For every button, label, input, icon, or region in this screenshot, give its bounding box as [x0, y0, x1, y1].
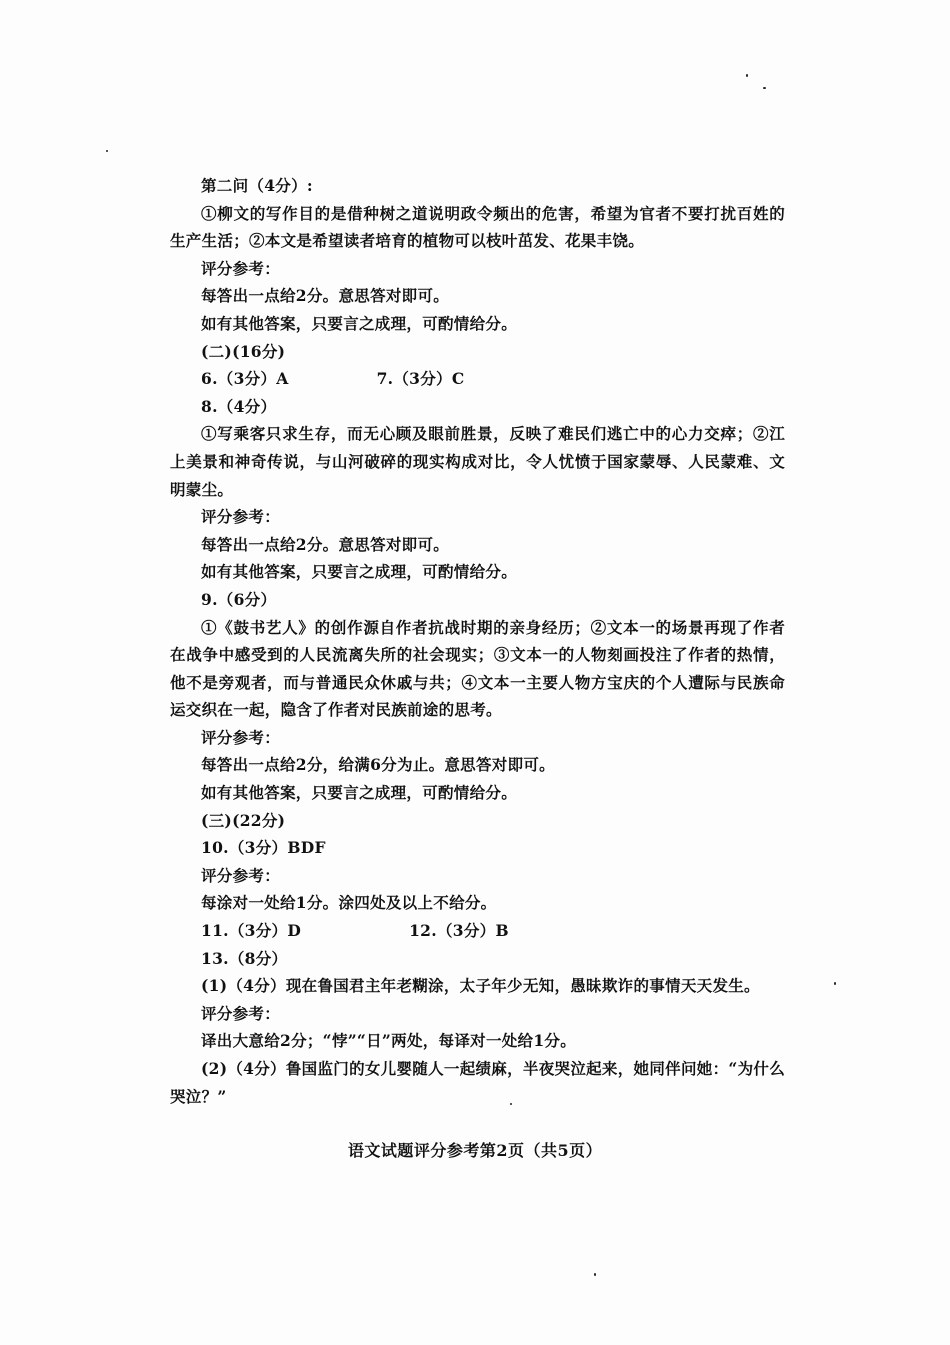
- q7-answer: 7.（3分）C: [376, 369, 465, 389]
- q2-title: 第二问（4分）:: [201, 176, 313, 195]
- q8-answer: ①写乘客只求生存，而无心顾及眼前胜景，反映了难民们逃亡中的心力交瘁；②江上美景和神奇传说，与山河破碎的现实构成对比，令人忧愤于国家蒙辱、人民蒙难、文明蒙尘。: [170, 424, 785, 499]
- q6-answer: 6.（3分）A: [201, 369, 289, 389]
- q13-part2: (2)（4分）鲁国监门的女儿婴随人一起绩麻，半夜哭泣起来，她同伴问她：“为什么哭泣？”: [170, 1059, 785, 1106]
- q13-title: 13.（8分）: [201, 948, 288, 968]
- ref5-a: 译出大意给2分；“悖”“日”两处，每译对一处给1分。: [201, 1031, 577, 1051]
- ref1-label: 评分参考：: [201, 258, 281, 278]
- scan-speck: [106, 150, 108, 152]
- ref4-a: 每涂对一处给1分。涂四处及以上不给分。: [201, 893, 497, 913]
- ref3-b: 如有其他答案，只要言之成理，可酌情给分。: [201, 783, 518, 803]
- ref2-a: 每答出一点给2分。意思答对即可。: [201, 534, 450, 554]
- q11-q12-row: [170, 917, 785, 945]
- scan-speck: [594, 1273, 596, 1276]
- answer-content: [170, 172, 785, 1110]
- scan-speck: [510, 1103, 512, 1105]
- q9-answer: ①《鼓书艺人》的创作源自作者抗战时期的亲身经历；②文本一的场景再现了作者在战争中感受到的人民流离失所的社会现实；③文本一的人物刻画投注了作者的热情，他不是旁观者，而与普通民众休戚与共；④文本一主要人物方宝庆的个人遭际与民族命运交织在一起，隐含了作者对民族前途的思考。: [170, 617, 785, 720]
- scan-speck: [746, 74, 748, 77]
- q8-title: 8.（4分）: [201, 396, 277, 416]
- section-2-title: (二)(16分): [201, 341, 286, 361]
- q13-part1: (1)（4分）现在鲁国君主年老糊涂，太子年少无知，愚昧欺诈的事情天天发生。: [201, 976, 760, 996]
- q11-answer: 11.（3分）D: [201, 921, 302, 941]
- ref3-a: 每答出一点给2分，给满6分为止。意思答对即可。: [201, 755, 555, 775]
- page-footer: 语文试题评分参考第2页（共5页）: [347, 1141, 603, 1160]
- scan-speck: [834, 982, 836, 985]
- ref2-b: 如有其他答案，只要言之成理，可酌情给分。: [201, 562, 518, 582]
- section-3-title: (三)(22分): [201, 810, 286, 830]
- ref1-b: 如有其他答案，只要言之成理，可酌情给分。: [201, 313, 518, 333]
- ref3-label: 评分参考：: [201, 727, 281, 747]
- ref2-label: 评分参考：: [201, 507, 281, 527]
- q9-title: 9.（6分）: [201, 589, 277, 609]
- q12-answer: 12.（3分）B: [409, 921, 509, 941]
- q2-answer: ①柳文的写作目的是借种树之道说明政令频出的危害，希望为官者不要打扰百姓的生产生活；②本文是希望读者培育的植物可以枝叶茁发、花果丰饶。: [170, 203, 785, 251]
- q6-q7-row: [170, 365, 785, 393]
- ref5-label: 评分参考：: [201, 1003, 281, 1023]
- ref4-label: 评分参考：: [201, 865, 281, 885]
- ref1-a: 每答出一点给2分。意思答对即可。: [201, 286, 450, 306]
- q10-answer: 10.（3分）BDF: [201, 838, 326, 858]
- scan-speck: [763, 87, 766, 89]
